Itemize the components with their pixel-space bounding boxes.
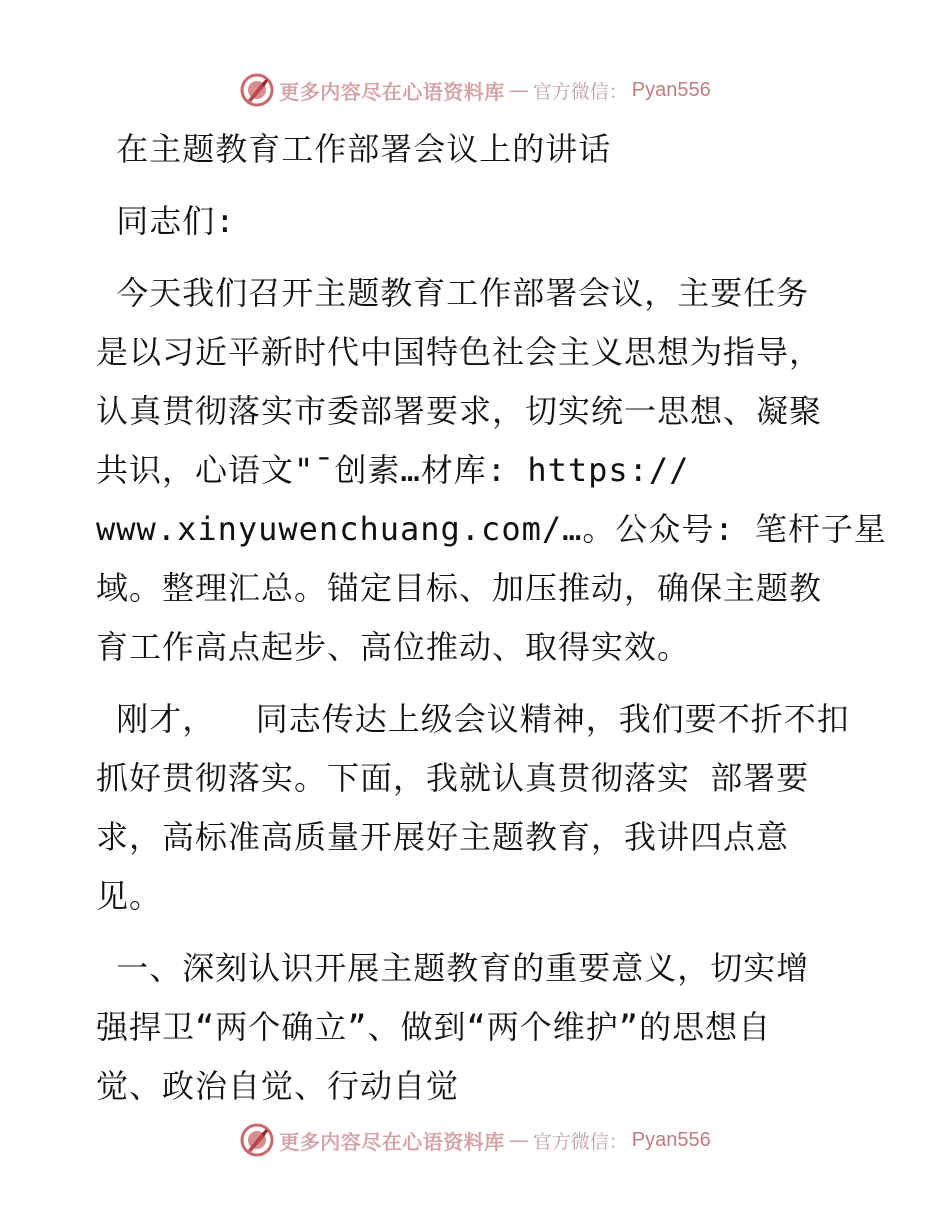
pen-logo-icon [239, 1122, 275, 1158]
watermark-text: 更多内容尽在心语资料库 [279, 79, 505, 104]
paragraph-line: 见。 [96, 877, 163, 915]
watermark-wechat-id: Pyan556 [631, 1128, 711, 1151]
pen-logo-icon [239, 72, 275, 108]
paragraph-line: 抓好贯彻落实。下面，我就认真贯彻落实 部署要 [96, 759, 810, 797]
watermark-group [239, 68, 710, 112]
heading-line: 觉、政治自觉、行动自觉 [96, 1067, 460, 1105]
heading-line: 强捍卫“两个确立”、做到“两个维护”的思想自 [96, 1008, 772, 1046]
document-title: 在主题教育工作部署会议上的讲话 [96, 130, 612, 168]
paragraph-line: 求，高标准高质量开展好主题教育，我讲四点意 [96, 818, 790, 856]
heading-line: 一、深刻认识开展主题教育的重要意义，切实增 [96, 949, 810, 987]
paragraph-line: 是以习近平新时代中国特色社会主义思想为指导， [96, 333, 823, 371]
paragraph-1 [96, 264, 887, 677]
watermark-group [239, 1118, 710, 1162]
watermark-dash: — [508, 78, 529, 102]
watermark-text: 更多内容尽在心语资料库 [279, 1129, 505, 1154]
paragraph-line: 刚才， 同志传达上级会议精神，我们要不折不扣 [96, 700, 850, 738]
paragraph-line: 域。整理汇总。锚定目标、加压推动，确保主题教 [96, 569, 823, 607]
paragraph-line: 认真贯彻落实市委部署要求，切实统一思想、凝聚 [96, 392, 823, 430]
footer-watermark [0, 1118, 950, 1162]
paragraph-line: 共识，心语文"¯创素…材库: https:// [96, 451, 690, 489]
section-heading-1 [96, 939, 856, 1116]
watermark-wechat-id: Pyan556 [631, 78, 711, 101]
paragraph-line: 育工作高点起步、高位推动、取得实效。 [96, 628, 691, 666]
paragraph-2 [96, 690, 856, 926]
paragraph-line: 今天我们召开主题教育工作部署会议，主要任务 [96, 274, 810, 312]
greeting: 同志们: [96, 202, 236, 240]
watermark-wechat-label: 官方微信： [532, 1130, 628, 1153]
header-watermark [0, 68, 950, 112]
watermark-wechat-label: 官方微信： [532, 80, 628, 103]
watermark-dash: — [508, 1128, 529, 1152]
document-body [96, 120, 887, 1116]
paragraph-line: www.xinyuwenchuang.com/…。公众号: 笔杆子星 [96, 510, 887, 548]
